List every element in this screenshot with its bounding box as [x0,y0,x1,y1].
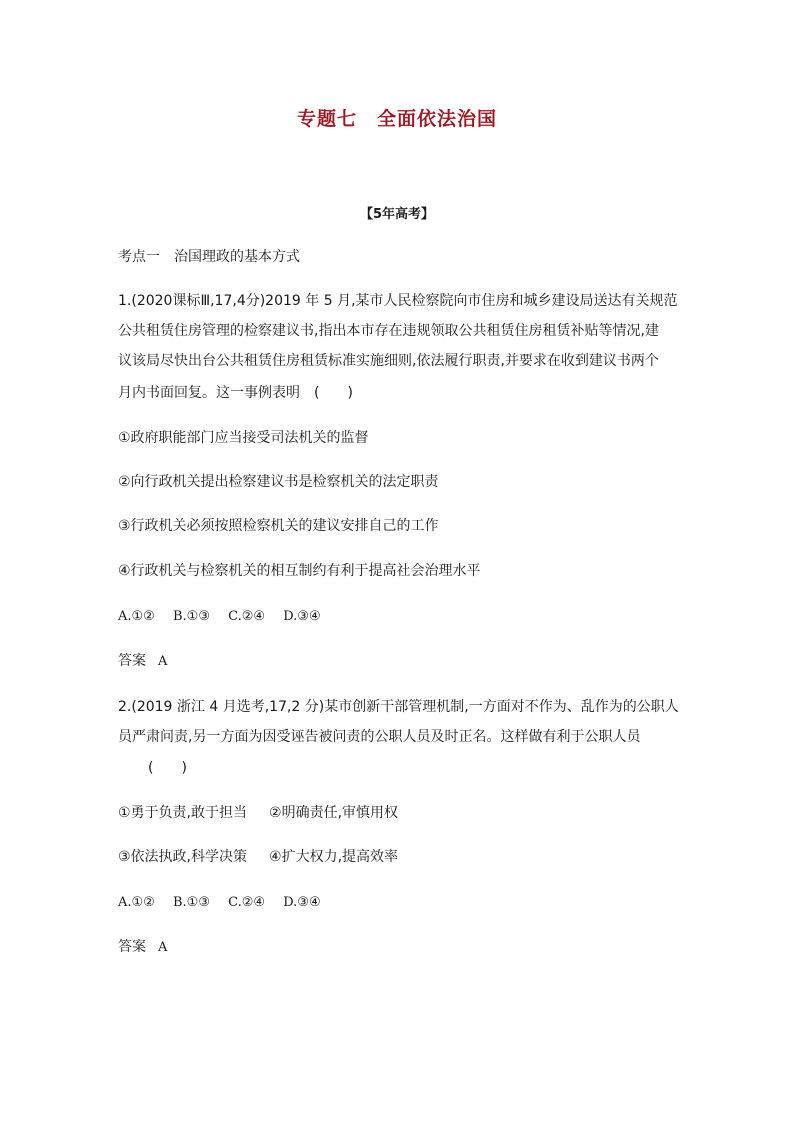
q2-option-d: D.③④ [283,895,321,910]
q2-answer-value: A [158,940,168,955]
q2-options [118,893,335,913]
q1-statement-3: ③行政机关必须按照检察机关的建议安排自己的工作 [118,518,439,534]
q2-option-a: A.①② [118,895,155,910]
q2-statement-1: ①勇于负责,敢于担当 [118,805,248,821]
q1-option-d: D.③④ [283,609,321,624]
q2-statements-row-1 [118,803,398,823]
q2-stem-line-3: ( ) [148,760,187,776]
q1-options [118,607,335,627]
q1-stem-line-2: 公共租赁住房管理的检察建议书,指出本市存在违规领取公共租赁住房租赁补贴等情况,建 [118,323,659,339]
q2-option-c: C.②④ [228,895,266,910]
q1-option-b: B.①③ [172,609,210,624]
q1-stem-line-1: 1.(2020课标Ⅲ,17,4分)2019 年 5 月,某市人民检察院向市住房和城乡建设局送达有关规范 [118,293,678,309]
q2-statements-row-2 [118,847,398,867]
q1-option-c: C.②④ [228,609,266,624]
q1-statement-4: ④行政机关与检察机关的相互制约有利于提高社会治理水平 [118,563,481,579]
page-title: 专题七 全面依法治国 [296,108,497,130]
q1-answer [118,651,167,672]
q2-statement-4: ④扩大权力,提高效率 [269,849,399,865]
q1-statement-1: ①政府职能部门应当接受司法机关的监督 [118,430,369,446]
q1-option-a: A.①② [118,609,155,624]
q2-stem-line-2: 员严肃问责,另一方面为因受诬告被问责的公职人员及时正名。这样做有利于公职人员 [118,729,641,745]
q2-statement-2: ②明确责任,审慎用权 [269,805,399,821]
q2-answer-label: 答案 [118,939,146,955]
q1-stem-line-4: 月内书面回复。这一事例表明 ( ) [118,385,353,401]
q1-answer-value: A [158,654,168,669]
q2-stem-line-1: 2.(2019 浙江 4 月选考,17,2 分)某市创新干部管理机制,一方面对不作为、乱作为的公职人 [118,699,679,715]
q2-option-b: B.①③ [172,895,210,910]
q1-statement-2: ②向行政机关提出检察建议书是检察机关的法定职责 [118,474,439,490]
q1-answer-label: 答案 [118,653,146,669]
q2-statement-3: ③依法执政,科学决策 [118,849,248,865]
q1-stem-line-3: 议该局尽快出台公共租赁住房租赁标准实施细则,依法履行职责,并要求在收到建议书两个 [118,353,659,369]
q2-answer [118,937,167,958]
topic-heading: 考点一 治国理政的基本方式 [118,249,300,265]
section-heading: 【5年高考】 [359,207,435,222]
